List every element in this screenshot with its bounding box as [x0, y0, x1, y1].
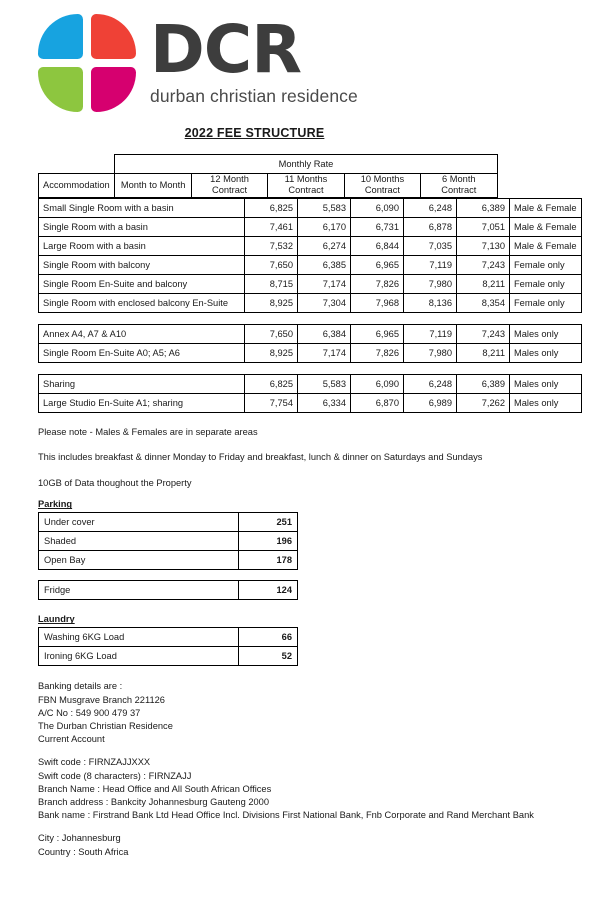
cell-gender-note: Male & Female: [510, 236, 582, 255]
table-row: [39, 551, 298, 570]
table-row: [39, 581, 298, 600]
cell-accommodation: Single Room with a basin: [39, 217, 245, 236]
cell-rate: 6,878: [404, 217, 457, 236]
cell-rate: 8,925: [245, 293, 298, 312]
table-header-row-span: [39, 155, 574, 174]
cell-rate: 6,334: [298, 393, 351, 412]
cell-rate: 6,248: [404, 198, 457, 217]
fee-table-group: [38, 374, 582, 413]
fee-table-container: [38, 154, 609, 413]
table-row: [39, 255, 582, 274]
cell-rate: 7,051: [457, 217, 510, 236]
col-header-10-months: 10 Months Contract: [344, 174, 420, 198]
note-meals: This includes breakfast & dinner Monday to Friday and breakfast, lunch & dinner on Saturdays and Sundays: [38, 452, 483, 463]
cell-parking-label: Under cover: [39, 513, 239, 532]
location-line: Country : South Africa: [38, 846, 129, 857]
cell-gender-note: Males only: [510, 324, 582, 343]
page-title: 2022 FEE STRUCTURE: [184, 126, 325, 140]
cell-rate: 6,825: [245, 374, 298, 393]
monthly-rate-header: Monthly Rate: [115, 155, 497, 174]
logo-quadrant-bottom-right: [91, 67, 136, 112]
cell-accommodation: Small Single Room with a basin: [39, 198, 245, 217]
table-row: [39, 324, 582, 343]
cell-rate: 7,035: [404, 236, 457, 255]
brand-tagline: durban christian residence: [150, 85, 358, 106]
fee-table-group-gap: [38, 363, 609, 374]
logo-quadrant-top-left: [38, 14, 83, 59]
table-row: [39, 198, 582, 217]
cell-rate: 6,384: [298, 324, 351, 343]
cell-rate: 7,754: [245, 393, 298, 412]
table-row: [39, 274, 582, 293]
cell-rate: 5,583: [298, 198, 351, 217]
cell-rate: 7,650: [245, 255, 298, 274]
cell-rate: 6,965: [351, 255, 404, 274]
cell-rate: 7,461: [245, 217, 298, 236]
cell-rate: 8,715: [245, 274, 298, 293]
location-line: City : Johannesburg: [38, 833, 121, 844]
banking-details-block: [38, 680, 609, 746]
cell-gender-note: Male & Female: [510, 217, 582, 236]
table-row: [39, 532, 298, 551]
cell-laundry-price: 52: [239, 647, 298, 666]
cell-rate: 7,980: [404, 343, 457, 362]
table-row: [39, 393, 582, 412]
cell-laundry-label: Ironing 6KG Load: [39, 647, 239, 666]
cell-accommodation: Sharing: [39, 374, 245, 393]
cell-accommodation: Large Studio En-Suite A1; sharing: [39, 393, 245, 412]
cell-laundry-price: 66: [239, 628, 298, 647]
cell-rate: 6,989: [404, 393, 457, 412]
cell-gender-note: Males only: [510, 393, 582, 412]
cell-parking-label: Open Bay: [39, 551, 239, 570]
table-row: [39, 343, 582, 362]
col-header-gender-note: [497, 174, 573, 198]
laundry-heading: Laundry: [38, 614, 75, 625]
brand-name: DCR: [150, 11, 302, 89]
swift-detail-line: Branch address : Bankcity Johannesburg Gauteng 2000: [38, 796, 270, 807]
swift-detail-line: Branch Name : Head Office and All South African Offices: [38, 783, 272, 794]
cell-rate: 6,385: [298, 255, 351, 274]
cell-parking-price: 178: [239, 551, 298, 570]
cell-rate: 7,826: [351, 343, 404, 362]
swift-detail-line: Swift code : FIRNZAJJXXX: [38, 757, 151, 768]
cell-rate: 7,980: [404, 274, 457, 293]
col-header-month-to-month: Month to Month: [115, 174, 191, 198]
table-row: [39, 217, 582, 236]
logo-quadrant-bottom-left: [38, 67, 83, 112]
cell-rate: 6,731: [351, 217, 404, 236]
swift-detail-line: Bank name : Firstrand Bank Ltd Head Office Incl. Divisions First National Bank, Fnb Corporate and Rand Merchant Bank: [38, 810, 534, 821]
cell-gender-note: Males only: [510, 374, 582, 393]
cell-accommodation: Single Room with balcony: [39, 255, 245, 274]
cell-fridge-label: Fridge: [39, 581, 239, 600]
cell-rate: 7,968: [351, 293, 404, 312]
cell-rate: 8,211: [457, 343, 510, 362]
cell-parking-price: 196: [239, 532, 298, 551]
banking-detail-line: The Durban Christian Residence: [38, 721, 173, 732]
laundry-table: [38, 627, 298, 666]
table-row: [39, 293, 582, 312]
fee-table-groups: [38, 198, 609, 413]
banking-detail-line: Banking details are :: [38, 681, 123, 692]
cell-laundry-label: Washing 6KG Load: [39, 628, 239, 647]
document-header: [0, 0, 609, 122]
swift-detail-line: Swift code (8 characters) : FIRNZAJJ: [38, 770, 192, 781]
cell-gender-note: Female only: [510, 293, 582, 312]
logo-quadrant-top-right: [91, 14, 136, 59]
cell-rate: 8,354: [457, 293, 510, 312]
cell-rate: 8,211: [457, 274, 510, 293]
cell-accommodation: Annex A4, A7 & A10: [39, 324, 245, 343]
banking-detail-line: FBN Musgrave Branch 221126: [38, 694, 165, 705]
table-row: [39, 628, 298, 647]
cell-rate: 6,870: [351, 393, 404, 412]
cell-rate: 7,532: [245, 236, 298, 255]
table-row: [39, 374, 582, 393]
cell-parking-price: 251: [239, 513, 298, 532]
cell-rate: 6,389: [457, 374, 510, 393]
cell-rate: 7,119: [404, 255, 457, 274]
note-data: 10GB of Data thoughout the Property: [38, 477, 192, 488]
cell-accommodation: Single Room En-Suite and balcony: [39, 274, 245, 293]
banking-detail-line: Current Account: [38, 734, 105, 745]
cell-rate: 6,274: [298, 236, 351, 255]
cell-rate: 5,583: [298, 374, 351, 393]
cell-rate: 7,650: [245, 324, 298, 343]
col-header-6-month: 6 Month Contract: [421, 174, 497, 198]
cell-rate: 6,965: [351, 324, 404, 343]
cell-parking-label: Shaded: [39, 532, 239, 551]
location-block: [38, 832, 609, 858]
fee-table-group-gap: [38, 313, 609, 324]
col-header-11-months: 11 Months Contract: [268, 174, 344, 198]
cell-gender-note: Male & Female: [510, 198, 582, 217]
col-header-12-month: 12 Month Contract: [191, 174, 267, 198]
table-row: [39, 513, 298, 532]
note-separate-areas: Please note - Males & Females are in separate areas: [38, 426, 258, 437]
cell-rate: 7,304: [298, 293, 351, 312]
banking-detail-line: A/C No : 549 900 479 37: [38, 707, 141, 718]
header-spacer: [39, 155, 115, 174]
logo-wordmark: [150, 11, 358, 107]
cell-rate: 7,174: [298, 343, 351, 362]
parking-table: [38, 512, 298, 570]
cell-rate: 7,119: [404, 324, 457, 343]
cell-gender-note: Female only: [510, 255, 582, 274]
cell-fridge-price: 124: [239, 581, 298, 600]
dcr-logo-icon: [38, 14, 136, 112]
fee-table-header: [38, 154, 574, 198]
cell-rate: 6,825: [245, 198, 298, 217]
table-row: [39, 647, 298, 666]
table-header-row-columns: [39, 174, 574, 198]
cell-rate: 6,090: [351, 198, 404, 217]
cell-rate: 8,136: [404, 293, 457, 312]
cell-rate: 6,170: [298, 217, 351, 236]
header-note-spacer: [497, 155, 573, 174]
swift-details-block: [38, 756, 609, 822]
fee-table-group: [38, 324, 582, 363]
accommodation-header: Accommodation: [39, 174, 115, 198]
cell-accommodation: Large Room with a basin: [39, 236, 245, 255]
cell-rate: 7,826: [351, 274, 404, 293]
cell-rate: 6,844: [351, 236, 404, 255]
cell-rate: 7,243: [457, 255, 510, 274]
cell-rate: 6,389: [457, 198, 510, 217]
cell-rate: 8,925: [245, 343, 298, 362]
notes-section: [38, 427, 609, 490]
cell-accommodation: Single Room En-Suite A0; A5; A6: [39, 343, 245, 362]
parking-heading: Parking: [38, 499, 73, 510]
table-row: [39, 236, 582, 255]
cell-rate: 7,262: [457, 393, 510, 412]
fridge-table: [38, 580, 298, 600]
fee-table-group: [38, 198, 582, 313]
cell-gender-note: Males only: [510, 343, 582, 362]
cell-rate: 7,130: [457, 236, 510, 255]
cell-gender-note: Female only: [510, 274, 582, 293]
cell-accommodation: Single Room with enclosed balcony En-Suite: [39, 293, 245, 312]
cell-rate: 6,248: [404, 374, 457, 393]
cell-rate: 7,243: [457, 324, 510, 343]
cell-rate: 6,090: [351, 374, 404, 393]
cell-rate: 7,174: [298, 274, 351, 293]
